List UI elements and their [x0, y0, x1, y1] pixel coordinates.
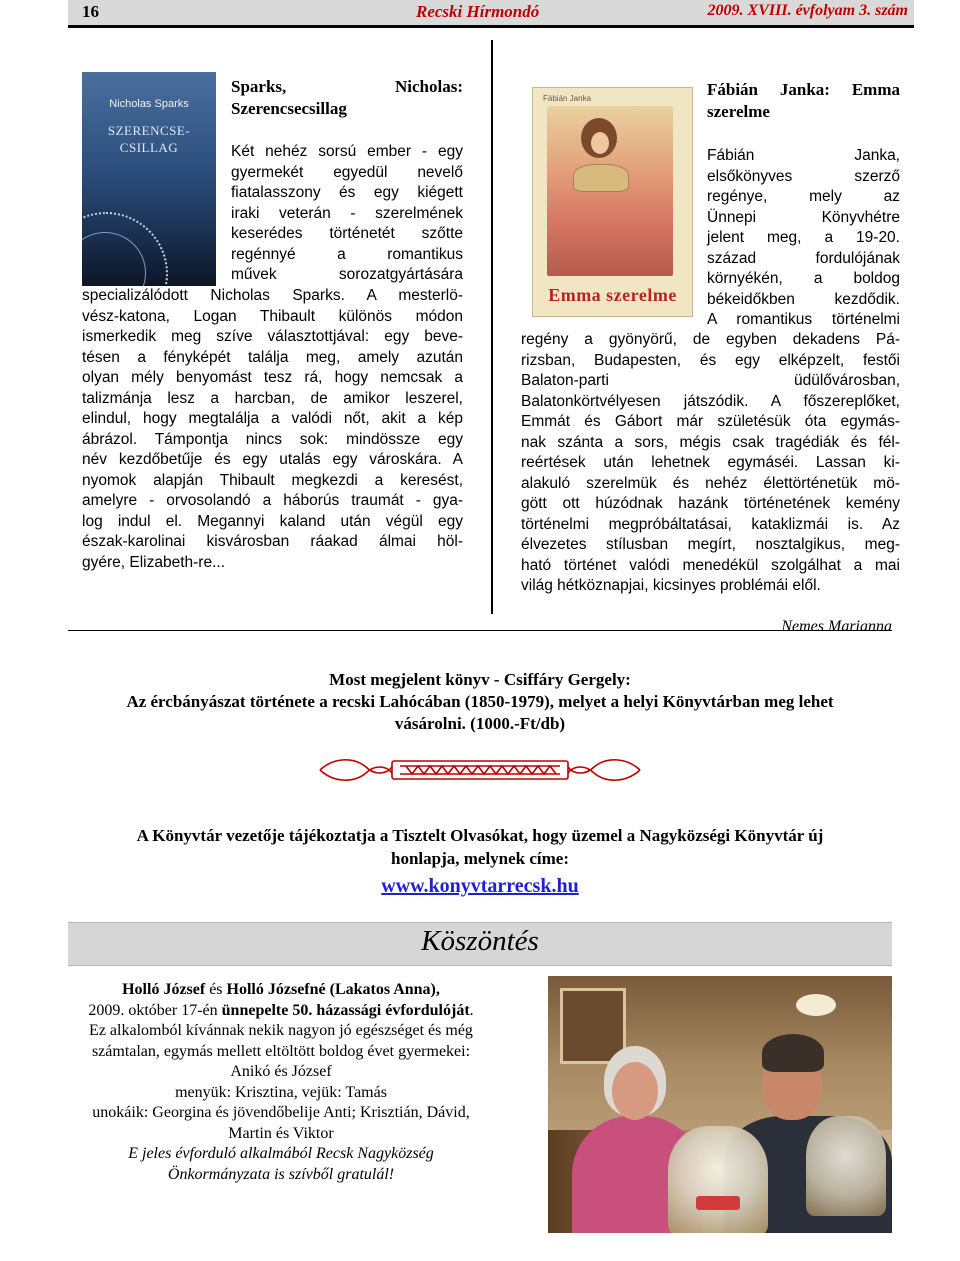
- greeting-line: menyük: Krisztina, vejük: Tamás: [175, 1083, 387, 1101]
- body-line: Fábián Janka,: [707, 147, 900, 164]
- library-notice-line: honlapja, melynek címe:: [390, 849, 570, 868]
- cover-author: Nicholas Sparks: [109, 98, 189, 110]
- greeting-line: unokáik: Georgina és jövendőbelije Anti; Krisztián, Dávid,: [92, 1104, 470, 1121]
- body-line: élvezetes stílusban megírt, nosztalgikus, meg-: [521, 536, 900, 553]
- body-line: keserédes történetét szőtte: [231, 225, 463, 242]
- body-line: ható történet valódi menedékül szolgálhat a mai: [521, 556, 900, 574]
- body-line: alakuló szerelmük és nehéz élettörténetük mö-: [521, 474, 900, 492]
- greeting-line: Ez alkalomból kívánnak nekik nagyon jó egészséget és még: [89, 1022, 473, 1039]
- body-line: elindul, hogy megtalálja a valódi nőt, akit a kép: [82, 410, 463, 427]
- body-line: nak szánta a sors, mégis csak tragédiák és fél-: [521, 433, 900, 451]
- heading-word: Fábián: [707, 80, 759, 99]
- greeting-line: Önkormányzata is szívből gratulál!: [167, 1165, 395, 1183]
- announcement-line: vásárolni. (1000.-Ft/db): [394, 714, 566, 733]
- body-line: Emmát és Gábort már születésük óta egymás-: [521, 413, 900, 430]
- cover-figure-face: [591, 132, 609, 154]
- body-line: név kezdőbetűje és egy utalás egy városkára. A: [82, 451, 463, 468]
- greeting-line: Martin és Viktor: [228, 1124, 334, 1142]
- issue-info: 2009. XVIII. évfolyam 3. szám: [707, 2, 908, 19]
- body-line: ábrázol. Támpontja nincs sok: mindössze egy: [82, 430, 463, 448]
- heading-word: Nicholas:: [395, 77, 463, 96]
- body-line: század fordulójának: [707, 249, 900, 267]
- conjunction: és: [209, 981, 223, 998]
- body-line: olyan mély benyomást tesz rá, hogy nemcsak a: [82, 369, 463, 386]
- announcement-line: Most megjelent könyv - Csiffáry Gergely:: [329, 670, 631, 689]
- body-line: gyermekét egyedül nevelő: [231, 163, 463, 181]
- body-line: rizsban, Budapesten, és egy elképzelt, festői: [521, 351, 900, 369]
- body-line: gött ott húzódnak hazánk történetének kemény: [521, 495, 900, 512]
- emma-article-heading: [707, 79, 900, 123]
- decorative-divider-ornament: [314, 755, 646, 785]
- emma-body-bottom: [521, 330, 900, 597]
- heading-word: Sparks,: [231, 77, 287, 96]
- article-signature: Nemes Marianna: [781, 618, 892, 635]
- couple-photo: [548, 976, 892, 1233]
- greeting-occasion: ünnepelte 50. házassági évfordulóját: [221, 1001, 470, 1019]
- photo-gift-basket: [668, 1126, 768, 1233]
- newspaper-title: Recski Hírmondó: [416, 2, 540, 21]
- heading-word: Janka:: [779, 80, 830, 99]
- sparks-body-bottom: [82, 286, 463, 573]
- body-line: regénnyé a romantikus: [231, 245, 463, 263]
- body-line: iraki veterán - szerelmének: [231, 204, 463, 222]
- photo-gift-basket: [806, 1116, 886, 1216]
- column-divider: [491, 40, 493, 614]
- celebrant-name: Holló Józsefné (Lakatos Anna),: [226, 981, 440, 998]
- cover-title-line: SZERENCSE-: [107, 123, 191, 138]
- library-website-link[interactable]: www.konyvtarrecsk.hu: [381, 875, 579, 897]
- body-line: regény a gyönyörű, de egyben dekadens Pá-: [521, 331, 900, 348]
- cover-figure-basket: [573, 164, 629, 192]
- body-line: Balatonkörtvélyesen játszódik. A főszereplőket,: [521, 392, 900, 410]
- body-line: észak-karolinai kisvárosban ráakad álmai höl-: [82, 533, 463, 550]
- cover-title: [82, 122, 216, 156]
- sparks-body-top: [231, 142, 463, 286]
- body-line: tésen a fényképét találja meg, amely azután: [82, 348, 463, 366]
- greeting-line: Anikó és József: [230, 1063, 332, 1080]
- heading-word: Emma: [851, 80, 900, 99]
- body-line: specializálódott Nicholas Sparks. A mesterlö-: [82, 287, 463, 304]
- greeting-line: [82, 1001, 480, 1022]
- greeting-title: Köszöntés: [421, 925, 539, 957]
- photo-ribbon: [696, 1196, 740, 1210]
- cover-author: Fábián Janka: [543, 94, 592, 103]
- greeting-date: 2009. október 17-én: [88, 1001, 218, 1019]
- body-line: Ünnepi Könyvhétre: [707, 208, 900, 226]
- body-line: nyomok alapján Thibault megkezdi a keresést,: [82, 471, 463, 489]
- greeting-line: számtalan, egymás mellett eltöltött boldog évet gyermekei:: [91, 1042, 471, 1060]
- body-line: regénye, mely az: [707, 188, 900, 205]
- cover-title: Emma szerelme: [548, 285, 677, 305]
- sparks-article-heading: [231, 76, 463, 120]
- emma-body-top: [707, 146, 900, 331]
- body-line: elsőkönyves szerző: [707, 167, 900, 185]
- cover-title-line: CSILLAG: [119, 140, 179, 155]
- body-line: Balaton-parti üdülővárosban,: [521, 372, 900, 389]
- body-line: környékén, a boldog: [707, 270, 900, 287]
- greeting-line: E jeles évforduló alkalmából Recsk Nagyközség: [128, 1145, 434, 1162]
- greeting-line: [82, 980, 480, 1001]
- emma-book-cover: [532, 87, 693, 317]
- body-line: vész-katona, Logan Thibault különös módon: [82, 307, 463, 325]
- body-line: történelmi megpróbáltatásai, kataklizmái is. Az: [521, 515, 900, 533]
- body-line: világ hétköznapjai, kicsinyes problémái elől.: [521, 577, 821, 594]
- body-line: jelent meg, a 19-20.: [707, 229, 900, 246]
- body-line: művek sorozatgyártására: [231, 266, 463, 283]
- sparks-book-cover: [82, 72, 216, 286]
- punctuation: .: [469, 1001, 474, 1019]
- greeting-title-bar: [68, 922, 892, 966]
- body-line: reértések után lehetnek egymáséi. Lassan ki-: [521, 454, 900, 471]
- greeting-text: [82, 980, 480, 1185]
- body-line: ismerkedik meg szíve választottjával: egy beve-: [82, 328, 463, 345]
- heading-line: szerelme: [707, 102, 770, 121]
- body-line: gyére, Elizabeth-re...: [82, 553, 226, 571]
- body-line: fiatalasszony és egy kiégett: [231, 184, 463, 201]
- body-line: log indul el. Megannyi kaland után végül egy: [82, 512, 463, 530]
- announcement-line: Az ércbányászat története a recski Lahócában (1850-1979), melyet a helyi Könyvtárban meg lehet: [126, 692, 834, 711]
- body-line: amelyre - orvosolandó a háborús traumát - gya-: [82, 492, 463, 509]
- book-announcement: [68, 630, 892, 735]
- page-number: 16: [82, 2, 99, 21]
- heading-line: Szerencsecsillag: [231, 99, 347, 118]
- body-line: békeidőkben kezdődik.: [707, 290, 900, 308]
- body-line: Két nehéz sorsú ember - egy: [231, 143, 463, 160]
- library-notice: [68, 824, 892, 898]
- celebrant-name: Holló József: [122, 981, 206, 998]
- body-line: A romantikus történelmi: [707, 311, 900, 328]
- photo-lamp: [796, 994, 836, 1016]
- page-header: [68, 0, 914, 28]
- photo-man-hair: [762, 1034, 824, 1072]
- body-line: talizmánja lesz a harcban, de amikor leszerel,: [82, 389, 463, 407]
- library-notice-line: A Könyvtár vezetője tájékoztatja a Tisztelt Olvasókat, hogy üzemel a Nagyközségi Könyvtár új: [136, 826, 824, 845]
- photo-woman-face: [612, 1062, 658, 1120]
